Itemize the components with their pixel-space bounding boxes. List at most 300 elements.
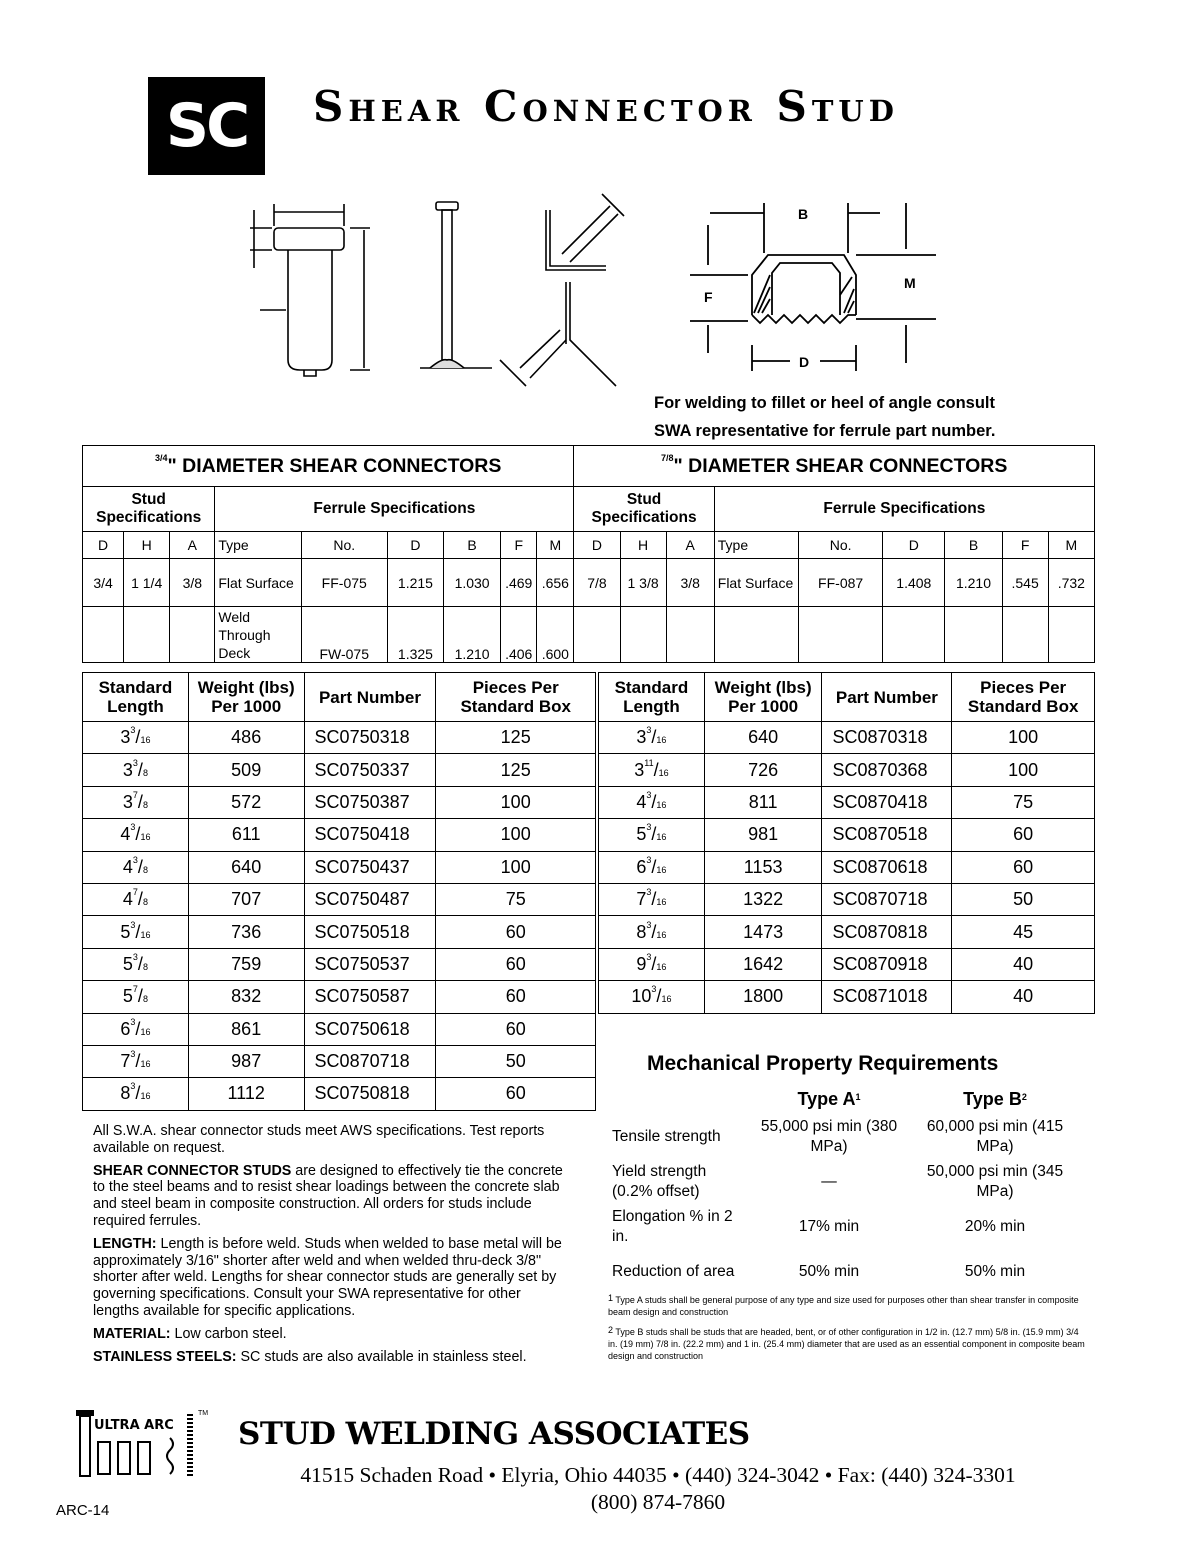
part-number-cell: SC0750337 (304, 754, 436, 786)
spec-row (83, 559, 1095, 607)
type-b-label: Type B (963, 1089, 1022, 1109)
length-denominator: 16 (661, 994, 672, 1005)
length-whole: 3 (122, 759, 133, 780)
pieces-cell: 125 (436, 754, 596, 786)
note-stainless-text: SC studs are also available in stainless steel. (236, 1348, 527, 1365)
note-length (93, 1236, 563, 1320)
mech-type-a-value: — (821, 1172, 837, 1190)
length-row (83, 851, 596, 883)
spec-empty-cell (945, 607, 1002, 663)
spec-b-cell: 1.030 (444, 559, 501, 607)
mech-property: Elongation % in 2 in. (612, 1207, 733, 1245)
fn1-text: Type A studs shall be general purpose of any type and size used for purposes other than shear transfer in composite beam design and construction (608, 1295, 1079, 1317)
standard-length-cell (83, 948, 189, 980)
spec-a-cell: 3/8 (666, 559, 714, 607)
mechanical-title: Mechanical Property Requirements (647, 1052, 999, 1075)
length-denominator: 8 (142, 994, 148, 1005)
mech-type-a-value: 17% min (798, 1217, 860, 1235)
brand-tm: TM (198, 1410, 209, 1417)
pieces-cell: 60 (436, 1078, 596, 1110)
part-number-cell: SC0750618 (304, 1013, 436, 1045)
weight-cell: 611 (188, 819, 304, 851)
spec-empty-cell (1002, 607, 1048, 663)
ferrule-diagram (680, 195, 940, 375)
length-whole: 3 (636, 727, 647, 748)
mech-type-b-value: 50% min (964, 1262, 1026, 1280)
length-row (599, 948, 1095, 980)
length-denominator: 16 (656, 832, 667, 843)
part-number-cell: SC0870718 (304, 1045, 436, 1077)
length-whole: 3 (122, 791, 133, 812)
pieces-cell: 100 (952, 722, 1095, 754)
pieces-cell: 60 (436, 916, 596, 948)
length-numerator: 3 (646, 725, 652, 736)
length-denominator: 16 (140, 929, 151, 940)
standard-length-cell (599, 851, 705, 883)
length-row (83, 722, 596, 754)
weight-cell: 1473 (704, 916, 822, 948)
spec-col-d: D (883, 532, 945, 559)
note-aws-text: All S.W.A. shear connector studs meet AWS specifications. Test reports available on request. (93, 1123, 545, 1156)
part-number-cell: SC0750537 (304, 948, 436, 980)
mech-property: Yield strength (0.2% offset) (612, 1162, 707, 1200)
length-whole: 3 (120, 727, 131, 748)
length-denominator: 16 (656, 735, 667, 746)
standard-length-cell (599, 883, 705, 915)
length-row (83, 819, 596, 851)
pieces-cell: 125 (436, 722, 596, 754)
fraction-slash: / (135, 1083, 141, 1104)
length-numerator: 3 (646, 951, 652, 962)
mechanical-table (612, 1084, 1082, 1294)
spec-col-d: D (83, 532, 124, 559)
standard-length-cell (83, 916, 189, 948)
spec-m-cell: .600 (537, 607, 574, 663)
length-col-header: Weight (lbs) Per 1000 (704, 673, 822, 722)
length-whole: 5 (636, 824, 647, 845)
spec-col-a: A (170, 532, 215, 559)
fraction-slash: / (651, 824, 657, 845)
weight-cell: 832 (188, 981, 304, 1013)
length-denominator: 8 (142, 961, 148, 972)
length-whole: 4 (122, 889, 133, 910)
left-title-text: " DIAMETER SHEAR CONNECTORS (167, 454, 502, 477)
length-row (599, 883, 1095, 915)
spec-col-m: M (537, 532, 574, 559)
footnote-2 (608, 1326, 1088, 1362)
pieces-cell: 50 (436, 1045, 596, 1077)
part-number-cell: SC0870518 (822, 819, 952, 851)
standard-length-cell (83, 819, 189, 851)
weight-cell: 640 (188, 851, 304, 883)
length-numerator: 3 (130, 919, 136, 930)
length-numerator: 3 (646, 887, 652, 898)
note-material-text: Low carbon steel. (170, 1325, 287, 1342)
spec-no-cell: FW-075 (301, 607, 387, 663)
length-denominator: 16 (656, 961, 667, 972)
part-number-cell: SC0750437 (304, 851, 436, 883)
spec-f-cell: .545 (1002, 559, 1048, 607)
pieces-cell: 45 (952, 916, 1095, 948)
length-col-header: Standard Length (599, 673, 705, 722)
type-a-sup: 1 (855, 1092, 861, 1102)
spec-type-cell: Weld Through Deck (215, 607, 301, 663)
ultra-arc-logo (74, 1408, 214, 1484)
length-col-header: Pieces Per Standard Box (952, 673, 1095, 722)
length-denominator: 16 (140, 1026, 151, 1037)
label-d: D (799, 354, 810, 370)
weight-cell: 486 (188, 722, 304, 754)
spec-f-cell: .469 (501, 559, 537, 607)
spec-empty-cell (714, 607, 798, 663)
stud-dimension-diagram (250, 204, 370, 376)
standard-length-cell (599, 786, 705, 818)
spec-h-cell: 1 3/8 (620, 559, 666, 607)
standard-length-cell (599, 722, 705, 754)
length-denominator: 16 (658, 767, 669, 778)
weld-note (654, 389, 995, 445)
pieces-cell: 40 (952, 948, 1095, 980)
pieces-cell: 60 (436, 948, 596, 980)
fraction-slash: / (137, 856, 143, 877)
right-title-frac: 7/8 (660, 452, 674, 463)
weight-cell: 509 (188, 754, 304, 786)
weld-note-line-2: SWA representative for ferrule part number. (654, 422, 996, 440)
weight-cell: 981 (704, 819, 822, 851)
length-header-row (599, 673, 1095, 722)
fraction-slash: / (137, 759, 143, 780)
part-number-cell: SC0870318 (822, 722, 952, 754)
left-title-frac: 3/4 (154, 452, 168, 463)
length-whole: 4 (636, 791, 647, 812)
part-number-cell: SC0871018 (822, 981, 952, 1013)
mech-row (612, 1114, 1082, 1159)
length-whole: 10 (631, 986, 652, 1007)
length-whole: 4 (122, 856, 133, 877)
length-denominator: 16 (656, 897, 667, 908)
length-row (599, 851, 1095, 883)
mech-row (612, 1249, 1082, 1294)
stud-angle-welds (500, 194, 624, 386)
standard-length-cell (599, 819, 705, 851)
fraction-slash: / (651, 889, 657, 910)
length-row (599, 916, 1095, 948)
length-numerator: 7 (132, 984, 138, 995)
note-length-bold: LENGTH: (93, 1235, 157, 1252)
length-row (83, 786, 596, 818)
length-numerator: 3 (132, 854, 138, 865)
spec-table (82, 445, 1095, 663)
standard-length-cell (599, 981, 705, 1013)
spec-m-cell: .656 (537, 559, 574, 607)
length-col-header: Pieces Per Standard Box (436, 673, 596, 722)
length-whole: 5 (122, 986, 133, 1007)
weight-cell: 861 (188, 1013, 304, 1045)
length-numerator: 3 (646, 789, 652, 800)
length-row (599, 722, 1095, 754)
label-m: M (904, 275, 916, 291)
spec-no-cell: FF-087 (799, 559, 883, 607)
weight-cell: 1800 (704, 981, 822, 1013)
mech-row (612, 1159, 1082, 1204)
part-number-cell: SC0750587 (304, 981, 436, 1013)
note-material-bold: MATERIAL: (93, 1325, 171, 1342)
length-denominator: 8 (142, 799, 148, 810)
spec-column-headers (83, 532, 1095, 559)
spec-a-cell (170, 607, 215, 663)
length-numerator: 3 (646, 919, 652, 930)
length-row (83, 1078, 596, 1110)
length-numerator: 7 (132, 789, 138, 800)
note-material (93, 1326, 563, 1343)
part-number-cell: SC0870818 (822, 916, 952, 948)
standard-length-cell (599, 754, 705, 786)
fraction-slash: / (651, 953, 657, 974)
weight-cell: 572 (188, 786, 304, 818)
weld-note-line-1: For welding to fillet or heel of angle consult (654, 394, 996, 412)
length-row (83, 1013, 596, 1045)
document-code: ARC-14 (56, 1502, 110, 1519)
length-denominator: 16 (656, 864, 667, 875)
fraction-slash: / (137, 889, 143, 910)
type-b-header (908, 1084, 1082, 1114)
weight-cell: 759 (188, 948, 304, 980)
spec-a-cell: 3/8 (170, 559, 215, 607)
length-denominator: 16 (140, 735, 151, 746)
weight-cell: 726 (704, 754, 822, 786)
spec-type-cell: Flat Surface (215, 559, 301, 607)
standard-length-cell (83, 883, 189, 915)
type-b-sup: 2 (1021, 1092, 1027, 1102)
length-whole: 3 (634, 759, 645, 780)
brand-name: ULTRA ARC (94, 1418, 174, 1433)
standard-length-cell (83, 754, 189, 786)
standard-length-cell (83, 851, 189, 883)
length-whole: 9 (636, 953, 647, 974)
mech-blank (612, 1084, 750, 1114)
standard-length-cell (83, 1078, 189, 1110)
fraction-slash: / (137, 986, 143, 1007)
length-row (83, 1045, 596, 1077)
length-row (83, 754, 596, 786)
spec-col-no: No. (301, 532, 387, 559)
spec-col-h: H (124, 532, 170, 559)
fraction-slash: / (135, 1018, 141, 1039)
spec-empty-cell (666, 607, 714, 663)
length-denominator: 8 (142, 767, 148, 778)
notes (93, 1123, 563, 1371)
sc-logo (148, 77, 265, 175)
length-numerator: 3 (646, 822, 652, 833)
length-whole: 5 (122, 953, 133, 974)
length-denominator: 8 (142, 897, 148, 908)
spec-h-cell (124, 607, 170, 663)
note-shear-bold: SHEAR CONNECTOR STUDS (93, 1162, 292, 1179)
fraction-slash: / (651, 791, 657, 812)
part-number-cell: SC0870368 (822, 754, 952, 786)
weight-cell: 1642 (704, 948, 822, 980)
logo-text: SC (165, 91, 248, 161)
spec-d-cell: 7/8 (574, 559, 620, 607)
length-whole: 7 (636, 889, 647, 910)
length-row (599, 819, 1095, 851)
spec-col-f: F (501, 532, 537, 559)
length-col-header: Weight (lbs) Per 1000 (188, 673, 304, 722)
fn1-num: 1 (608, 1293, 614, 1303)
pieces-cell: 60 (952, 819, 1095, 851)
fraction-slash: / (656, 986, 662, 1007)
mech-property: Tensile strength (612, 1127, 721, 1145)
note-stainless-bold: STAINLESS STEELS: (93, 1348, 237, 1365)
standard-length-cell (83, 786, 189, 818)
length-numerator: 3 (132, 757, 138, 768)
right-stud-spec-header: Stud Specifications (574, 487, 714, 532)
part-number-cell: SC0870618 (822, 851, 952, 883)
spec-col-a: A (666, 532, 714, 559)
pieces-cell: 100 (952, 754, 1095, 786)
note-shear-text: are designed to effectively tie the concrete to the steel beams and to resist shear loadings between the concrete slab and steel beam in composite construction. All orders for studs include required ferrules. (93, 1162, 563, 1229)
mech-type-b-value: 60,000 psi min (415 MPa) (926, 1117, 1064, 1155)
length-whole: 8 (636, 921, 647, 942)
type-a-header (750, 1084, 908, 1114)
pieces-cell: 60 (436, 981, 596, 1013)
length-row (599, 981, 1095, 1013)
standard-length-cell (83, 1013, 189, 1045)
fraction-slash: / (651, 921, 657, 942)
spec-b-cell: 1.210 (444, 607, 501, 663)
fraction-slash: / (135, 824, 141, 845)
spec-no-cell: FF-075 (301, 559, 387, 607)
note-stainless (93, 1349, 563, 1366)
footnote-1 (608, 1294, 1088, 1318)
spec-m-cell: .732 (1048, 559, 1094, 607)
fn2-text: Type B studs shall be studs that are headed, bent, or of other configuration in 1/2 in. (12.7 mm) 5/8 in. (15.9 mm) 3/4 in. (19 mm) 7/8 in. (22.2 mm) and 1 in. (25.4 mm) diameter that are used as an essential component in composite beam design and construction (608, 1327, 1085, 1361)
length-row (83, 916, 596, 948)
length-numerator: 3 (130, 1081, 136, 1092)
standard-length-cell (83, 981, 189, 1013)
standard-length-cell (599, 948, 705, 980)
length-numerator: 3 (130, 1049, 136, 1060)
pieces-cell: 60 (436, 1013, 596, 1045)
left-length-table (82, 672, 596, 1111)
type-a-label: Type A (797, 1089, 856, 1109)
right-title-text: " DIAMETER SHEAR CONNECTORS (673, 454, 1008, 477)
spec-type-cell: Flat Surface (714, 559, 798, 607)
spec-row (83, 607, 1095, 663)
length-denominator: 16 (656, 929, 667, 940)
mech-type-b-value: 20% min (964, 1217, 1026, 1235)
part-number-cell: SC0870718 (822, 883, 952, 915)
pieces-cell: 75 (436, 883, 596, 915)
weight-cell: 811 (704, 786, 822, 818)
length-whole: 5 (120, 921, 131, 942)
length-row (83, 981, 596, 1013)
pieces-cell: 60 (952, 851, 1095, 883)
weight-cell: 1153 (704, 851, 822, 883)
weight-cell: 707 (188, 883, 304, 915)
pieces-cell: 50 (952, 883, 1095, 915)
length-numerator: 11 (644, 757, 654, 768)
spec-col-f: F (1002, 532, 1048, 559)
weight-cell: 1322 (704, 883, 822, 915)
length-numerator: 3 (130, 1016, 136, 1027)
note-length-text: Length is before weld. Studs when welded to base metal will be approximately 3/16" shorter after weld and when welded thru-deck 3/8" shorter after weld. Lengths for shear connector studs are generally set by governing specifications. Consult your SWA representative for other lengths available for specific applications. (93, 1235, 562, 1319)
spec-col-m: M (1048, 532, 1094, 559)
stud-welded-vertical (420, 202, 492, 368)
length-numerator: 3 (132, 951, 138, 962)
mech-type-b-value: 50,000 psi min (345 MPa) (926, 1162, 1064, 1200)
length-whole: 4 (120, 824, 131, 845)
stud-diagrams (230, 190, 630, 410)
weight-cell: 987 (188, 1045, 304, 1077)
length-header-row (83, 673, 596, 722)
length-row (599, 786, 1095, 818)
spec-col-type: Type (714, 532, 798, 559)
part-number-cell: SC0870918 (822, 948, 952, 980)
spec-col-d: D (387, 532, 443, 559)
spec-empty-cell (1048, 607, 1094, 663)
length-numerator: 3 (130, 822, 136, 833)
phone-line: (800) 874-7860 (590, 1490, 726, 1514)
length-denominator: 16 (140, 1091, 151, 1102)
fraction-slash: / (135, 921, 141, 942)
pieces-cell: 100 (436, 819, 596, 851)
spec-d-cell: 1.215 (387, 559, 443, 607)
part-number-cell: SC0750318 (304, 722, 436, 754)
right-spec-title (574, 446, 1095, 487)
label-f: F (704, 289, 713, 305)
spec-col-h: H (620, 532, 666, 559)
right-length-table (598, 672, 1095, 1014)
weight-cell: 1112 (188, 1078, 304, 1110)
spec-empty-cell (574, 607, 620, 663)
mech-type-a-value: 50% min (798, 1262, 860, 1280)
spec-f-cell: .406 (501, 607, 537, 663)
length-col-header: Standard Length (83, 673, 189, 722)
length-row (83, 948, 596, 980)
length-col-header: Part Number (304, 673, 436, 722)
company-address (238, 1462, 1078, 1516)
pieces-cell: 75 (952, 786, 1095, 818)
spec-empty-cell (883, 607, 945, 663)
page-title: Shear Connector Stud (313, 82, 899, 131)
weight-cell: 640 (704, 722, 822, 754)
spec-empty-cell (799, 607, 883, 663)
part-number-cell: SC0750518 (304, 916, 436, 948)
pieces-cell: 100 (436, 851, 596, 883)
label-b: B (798, 206, 809, 222)
length-numerator: 7 (132, 887, 138, 898)
length-denominator: 8 (142, 864, 148, 875)
length-denominator: 16 (140, 832, 151, 843)
mech-type-a-value: 55,000 psi min (380 MPa) (760, 1117, 898, 1155)
note-aws (93, 1123, 563, 1157)
length-row (599, 754, 1095, 786)
fraction-slash: / (137, 953, 143, 974)
length-denominator: 16 (140, 1059, 151, 1070)
fraction-slash: / (651, 856, 657, 877)
length-whole: 8 (120, 1083, 131, 1104)
address-line: 41515 Schaden Road • Elyria, Ohio 44035 • (440) 324-3042 • Fax: (440) 324-3301 (300, 1463, 1016, 1487)
pieces-cell: 100 (436, 786, 596, 818)
spec-d-cell (83, 607, 124, 663)
part-number-cell: SC0750818 (304, 1078, 436, 1110)
length-whole: 6 (120, 1018, 131, 1039)
standard-length-cell (83, 722, 189, 754)
right-ferrule-spec-header: Ferrule Specifications (714, 487, 1094, 532)
length-numerator: 3 (130, 725, 136, 736)
company-name: STUD WELDING ASSOCIATES (238, 1416, 750, 1452)
